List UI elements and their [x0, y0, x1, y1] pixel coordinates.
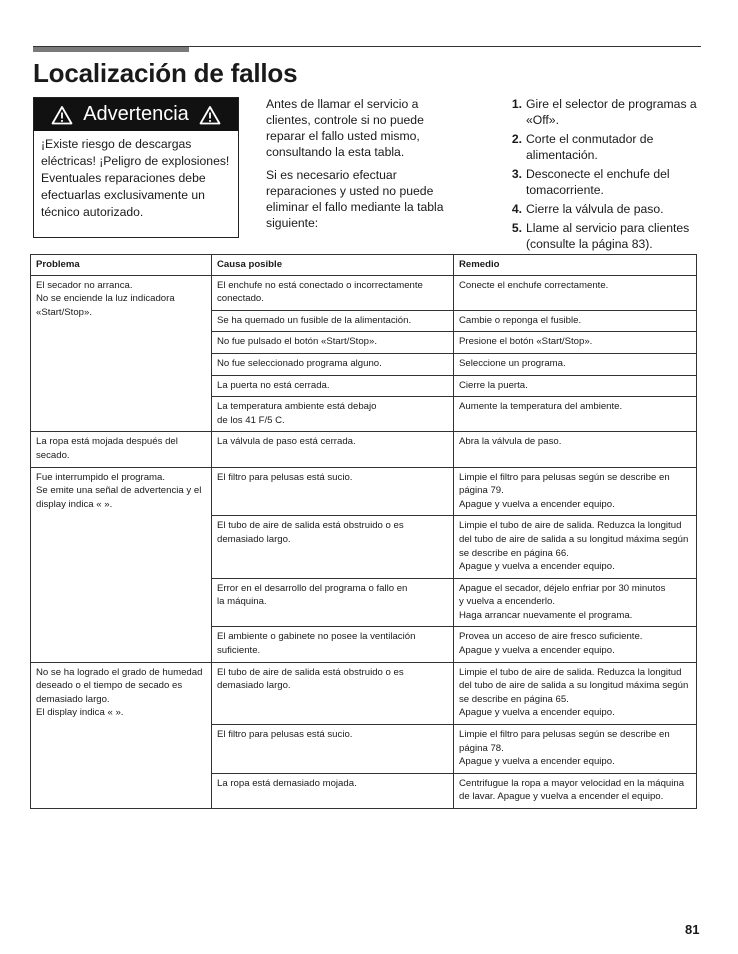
problem-text: La ropa está mojada después del secado.: [36, 436, 178, 461]
table-row: [31, 275, 697, 310]
remedy-cell: [454, 332, 697, 354]
step-text: Cierre la válvula de paso.: [526, 202, 664, 216]
warning-triangle-icon: [51, 105, 73, 125]
problem-text: Fue interrumpido el programa. Se emite una señal de advertencia y el display indica « ».: [36, 471, 202, 510]
step-number: 2.: [511, 132, 522, 146]
cause-cell: [212, 432, 454, 467]
remedy-cell: [454, 662, 697, 724]
cause-cell: [212, 353, 454, 375]
cause-cell: [212, 467, 454, 516]
cause-text: El tubo de aire de salida está obstruido o es demasiado largo.: [217, 666, 404, 692]
problem-cell: [31, 662, 212, 808]
cause-cell: [212, 275, 454, 310]
step-item: [505, 131, 705, 163]
cause-text: El filtro para pelusas está sucio.: [217, 729, 353, 741]
remedy-text: Presione el botón «Start/Stop».: [459, 336, 593, 348]
page-number: 81: [685, 922, 700, 937]
table-row: [31, 467, 697, 516]
cause-text: Error en el desarrollo del programa o fallo en la máquina.: [217, 582, 408, 608]
cause-cell: [212, 516, 454, 578]
remedy-cell: [454, 275, 697, 310]
cause-text: No fue pulsado el botón «Start/Stop».: [217, 336, 378, 348]
step-text: Llame al servicio para clientes (consulte la página 83).: [526, 221, 690, 251]
remedy-cell: [454, 310, 697, 332]
column-header-remedy: Remedio: [454, 255, 697, 276]
intro-text: [266, 96, 466, 238]
remedy-text: Conecte el enchufe correctamente.: [459, 279, 609, 291]
cause-cell: [212, 773, 454, 808]
remedy-cell: [454, 375, 697, 397]
cause-text: La puerta no está cerrada.: [217, 379, 330, 391]
cause-text: El enchufe no está conectado o incorrectamente conectado.: [217, 279, 423, 305]
remedy-text: Seleccione un programa.: [459, 357, 566, 369]
remedy-cell: [454, 725, 697, 774]
problem-text: No se ha logrado el grado de humedad deseado o el tiempo de secado es demasiado largo. El display indica « ».: [36, 666, 203, 719]
page-title: Localización de fallos: [33, 58, 298, 88]
warning-box: [33, 97, 239, 238]
warning-triangle-icon: [199, 105, 221, 125]
intro-paragraph: Antes de llamar el servicio a clientes, controle si no puede reparar el fallo usted mismo, consultando la esta tabla.: [266, 97, 424, 159]
cause-cell: [212, 627, 454, 662]
remedy-text: Abra la válvula de paso.: [459, 436, 562, 448]
cause-cell: [212, 662, 454, 724]
cause-cell: [212, 310, 454, 332]
cause-text: La ropa está demasiado mojada.: [217, 777, 357, 789]
troubleshooting-table: [30, 254, 697, 809]
service-steps-list: [505, 96, 705, 255]
remedy-cell: [454, 432, 697, 467]
step-item: [505, 201, 705, 217]
cause-cell: [212, 397, 454, 432]
cause-text: El tubo de aire de salida está obstruido o es demasiado largo.: [217, 520, 404, 545]
remedy-text: Limpie el filtro para pelusas según se describe en página 78. Apague y vuelva a encender equipo.: [459, 729, 670, 768]
remedy-text: Limpie el tubo de aire de salida. Reduzca la longitud del tubo de aire de salida a su longitud máxima según se describe en página 66. Apague y vuelva a encender equipo.: [459, 520, 689, 573]
cause-text: La válvula de paso está cerrada.: [217, 436, 356, 448]
table-header-row: [31, 255, 697, 276]
problem-cell: [31, 467, 212, 662]
remedy-text: Apague el secador, déjelo enfriar por 30 minutos y vuelva a encenderlo. Haga arrancar nuevamente el programa.: [459, 582, 666, 621]
remedy-text: Centrifugue la ropa a mayor velocidad en la máquina de lavar. Apague y vuelva a encender el equipo.: [459, 777, 685, 803]
cause-text: No fue seleccionado programa alguno.: [217, 357, 382, 369]
step-number: 1.: [511, 97, 522, 111]
cause-cell: [212, 332, 454, 354]
table-row: [31, 432, 697, 467]
cause-cell: [212, 375, 454, 397]
remedy-text: Provea un acceso de aire fresco suficiente. Apague y vuelva a encender equipo.: [459, 631, 643, 657]
remedy-text: Cierre la puerta.: [459, 379, 528, 391]
warning-title: Advertencia: [83, 103, 189, 125]
step-number: 3.: [511, 167, 522, 181]
problem-cell: [31, 432, 212, 467]
remedy-text: Limpie el filtro para pelusas según se describe en página 79. Apague y vuelva a encender equipo.: [459, 471, 670, 510]
remedy-cell: [454, 516, 697, 578]
step-item: [505, 166, 705, 198]
warning-header: [34, 98, 238, 131]
column-header-cause: Causa posible: [212, 255, 454, 276]
remedy-cell: [454, 578, 697, 627]
column-header-problem: Problema: [31, 255, 212, 276]
problem-text: El secador no arranca. No se enciende la luz indicadora «Start/Stop».: [36, 279, 175, 318]
remedy-text: Limpie el tubo de aire de salida. Reduzca la longitud del tubo de aire de salida a su longitud máxima según se describe en página 65. Apague y vuelva a encender equipo.: [459, 666, 689, 719]
step-number: 4.: [511, 202, 522, 216]
remedy-cell: [454, 353, 697, 375]
warning-text: ¡Existe riesgo de descargas eléctricas! ¡Peligro de explosiones! Eventuales reparaciones debe efectuarlas exclusivamente un técnico autorizado.: [41, 137, 230, 219]
remedy-text: Cambie o reponga el fusible.: [459, 314, 582, 326]
remedy-cell: [454, 773, 697, 808]
table-row: [31, 662, 697, 724]
cause-text: El ambiente o gabinete no posee la ventilación suficiente.: [217, 631, 416, 657]
step-number: 5.: [511, 221, 522, 235]
cause-text: El filtro para pelusas está sucio.: [217, 471, 353, 483]
step-item: [505, 96, 705, 128]
remedy-cell: [454, 397, 697, 432]
step-text: Gire el selector de programas a «Off».: [526, 97, 697, 127]
step-text: Desconecte el enchufe del tomacorriente.: [526, 167, 670, 197]
cause-cell: [212, 725, 454, 774]
cause-text: Se ha quemado un fusible de la alimentación.: [217, 314, 412, 326]
intro-paragraph: Si es necesario efectuar reparaciones y usted no puede eliminar el fallo mediante la tabla siguiente:: [266, 168, 444, 230]
cause-text: La temperatura ambiente está debajo de los 41 F/5 C.: [217, 401, 377, 426]
remedy-cell: [454, 627, 697, 662]
problem-cell: [31, 275, 212, 432]
header-accent-bar: [33, 47, 189, 52]
remedy-cell: [454, 467, 697, 516]
step-item: [505, 220, 705, 252]
cause-cell: [212, 578, 454, 627]
remedy-text: Aumente la temperatura del ambiente.: [459, 401, 623, 413]
step-text: Corte el conmutador de alimentación.: [526, 132, 654, 162]
